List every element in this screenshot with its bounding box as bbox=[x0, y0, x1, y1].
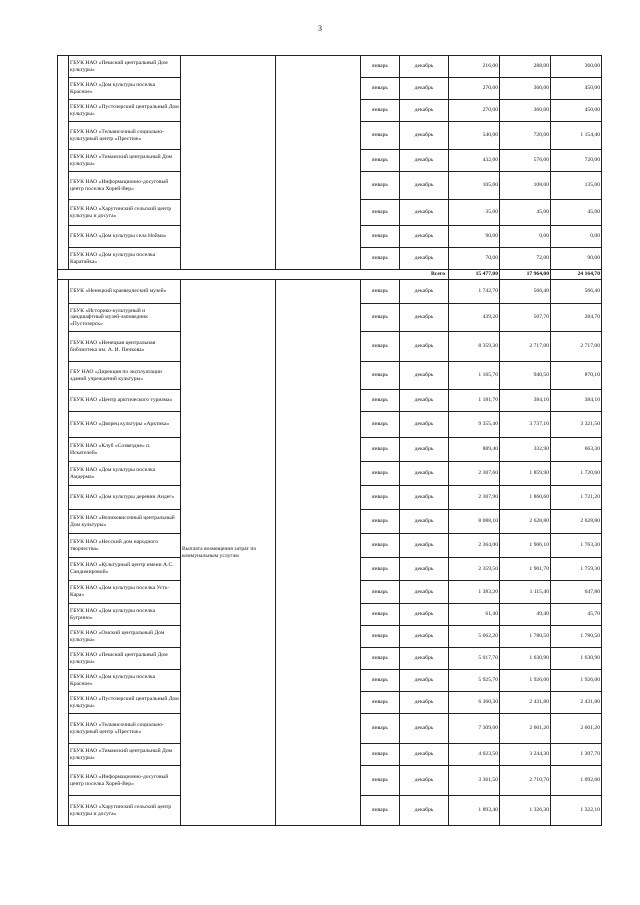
end-month: декабрь bbox=[400, 150, 449, 172]
start-month: январь bbox=[361, 390, 400, 412]
end-month: декабрь bbox=[400, 510, 449, 534]
end-month: декабрь bbox=[400, 304, 449, 332]
start-month: январь bbox=[361, 534, 400, 558]
amount-year-3: 1 630,90 bbox=[551, 648, 602, 670]
start-month: январь bbox=[361, 172, 400, 200]
organization-name: ГБУК НАО «Омский центральный Дом культуры» bbox=[69, 626, 181, 648]
amount-year-3: 135,00 bbox=[551, 172, 602, 200]
start-month: январь bbox=[361, 100, 400, 122]
amount-year-1: 432,00 bbox=[449, 150, 500, 172]
organization-name: ГБУК НАО «Тиманский центральный Дом культуры» bbox=[69, 744, 181, 766]
end-month: декабрь bbox=[400, 692, 449, 714]
amount-year-2: 2 628,80 bbox=[500, 510, 551, 534]
amount-year-2: 2 710,70 bbox=[500, 766, 551, 796]
amount-year-3: 1 322,10 bbox=[551, 796, 602, 826]
amount-year-1: 270,00 bbox=[449, 100, 500, 122]
end-month: декабрь bbox=[400, 100, 449, 122]
start-month: январь bbox=[361, 438, 400, 462]
start-month: январь bbox=[361, 56, 400, 78]
end-month: декабрь bbox=[400, 56, 449, 78]
amount-year-3: 2 431,80 bbox=[551, 692, 602, 714]
organization-name: ГБУ НАО «Дирекция по эксплуатации зданий учреждений культуры» bbox=[69, 362, 181, 390]
amount-year-1: 889,40 bbox=[449, 438, 500, 462]
amount-year-3: 284,70 bbox=[551, 304, 602, 332]
organization-name: ГБУК НАО «Харутинский сельский центр культуры и досуга» bbox=[69, 796, 181, 826]
amount-year-2: 108,00 bbox=[500, 172, 551, 200]
amount-year-1: 61,40 bbox=[449, 604, 500, 626]
amount-year-3: 360,00 bbox=[551, 56, 602, 78]
amount-year-2: 45,00 bbox=[500, 200, 551, 226]
end-month: декабрь bbox=[400, 486, 449, 510]
amount-year-1: 216,00 bbox=[449, 56, 500, 78]
amount-year-2: 1 860,60 bbox=[500, 486, 551, 510]
amount-year-3: 450,00 bbox=[551, 78, 602, 100]
end-month: декабрь bbox=[400, 248, 449, 270]
organization-name: ГБУК НАО «Дом культуры поселка Каратайка» bbox=[69, 248, 181, 270]
amount-year-3: 90,00 bbox=[551, 248, 602, 270]
end-month: декабрь bbox=[400, 558, 449, 581]
amount-year-3: 45,00 bbox=[551, 200, 602, 226]
start-month: январь bbox=[361, 670, 400, 692]
amount-year-3: 3 321,50 bbox=[551, 412, 602, 438]
amount-year-2: 288,00 bbox=[500, 56, 551, 78]
end-month: декабрь bbox=[400, 534, 449, 558]
total-year-2: 17 964,00 bbox=[500, 270, 551, 280]
amount-year-3: 2 601,20 bbox=[551, 714, 602, 744]
end-month: декабрь bbox=[400, 362, 449, 390]
organization-name: ГБУК НАО «Дом культуры поселка Красное» bbox=[69, 670, 181, 692]
amount-year-1: 2 307,90 bbox=[449, 486, 500, 510]
amount-year-3: 1 154,40 bbox=[551, 122, 602, 150]
start-month: январь bbox=[361, 362, 400, 390]
start-month: январь bbox=[361, 558, 400, 581]
organization-name: ГБУК НАО «Харутинский сельский центр культуры и досуга» bbox=[69, 200, 181, 226]
end-month: декабрь bbox=[400, 226, 449, 248]
amount-year-1: 90,00 bbox=[449, 226, 500, 248]
start-month: январь bbox=[361, 692, 400, 714]
amount-year-3: 1 780,50 bbox=[551, 626, 602, 648]
organization-name: ГБУК НАО «Информационно-досуговый центр поселка Хорей-Вер» bbox=[69, 766, 181, 796]
organization-name: ГБУК НАО «Пешский центральный Дом культуры» bbox=[69, 648, 181, 670]
amount-year-1: 439,20 bbox=[449, 304, 500, 332]
end-month: декабрь bbox=[400, 172, 449, 200]
start-month: январь bbox=[361, 510, 400, 534]
start-month: январь bbox=[361, 626, 400, 648]
amount-year-1: 5 017,70 bbox=[449, 648, 500, 670]
table-row bbox=[58, 56, 602, 78]
organization-name: ГБУК НАО «Клуб «Созвездие» п. Искателей» bbox=[69, 438, 181, 462]
total-row bbox=[58, 270, 602, 280]
amount-year-1: 1 893,40 bbox=[449, 796, 500, 826]
amount-year-2: 566,40 bbox=[500, 280, 551, 304]
amount-year-3: 384,10 bbox=[551, 390, 602, 412]
start-month: январь bbox=[361, 796, 400, 826]
amount-year-1: 3 361,50 bbox=[449, 766, 500, 796]
amount-year-2: 1 115,40 bbox=[500, 581, 551, 604]
amount-year-2: 1 906,10 bbox=[500, 534, 551, 558]
organization-name: ГБУК НАО «Дом культуры села Нойма» bbox=[69, 226, 181, 248]
amount-year-2: 3 737,10 bbox=[500, 412, 551, 438]
end-month: декабрь bbox=[400, 766, 449, 796]
organization-name: ГБУК НАО «Тельвисочный социально-культурный центр «Престиж» bbox=[69, 714, 181, 744]
total-year-3: 24 164,70 bbox=[551, 270, 602, 280]
start-month: январь bbox=[361, 226, 400, 248]
start-month: январь bbox=[361, 332, 400, 362]
start-month: январь bbox=[361, 248, 400, 270]
end-month: декабрь bbox=[400, 714, 449, 744]
amount-year-2: 3 244,30 bbox=[500, 744, 551, 766]
amount-year-2: 360,00 bbox=[500, 78, 551, 100]
end-month: декабрь bbox=[400, 796, 449, 826]
amount-year-3: 1 759,30 bbox=[551, 558, 602, 581]
blank-cell bbox=[276, 56, 361, 270]
table-row bbox=[58, 280, 602, 304]
amount-year-2: 49,40 bbox=[500, 604, 551, 626]
amount-year-3: 2 628,80 bbox=[551, 510, 602, 534]
row-number-cell bbox=[58, 280, 69, 826]
amount-year-1: 70,00 bbox=[449, 248, 500, 270]
amount-year-2: 1 859,90 bbox=[500, 462, 551, 486]
organization-name: ГБУК НАО «Тиманский центральный Дом культуры» bbox=[69, 150, 181, 172]
amount-year-2: 0,00 bbox=[500, 226, 551, 248]
amount-year-1: 8 359,30 bbox=[449, 332, 500, 362]
start-month: январь bbox=[361, 604, 400, 626]
organization-name: ГБУК НАО «Дом культуры поселка Красное» bbox=[69, 78, 181, 100]
organization-name: ГБУК НАО «Культурный центр имени А.С. Сандимировой» bbox=[69, 558, 181, 581]
end-month: декабрь bbox=[400, 462, 449, 486]
amount-year-3: 45,70 bbox=[551, 604, 602, 626]
end-month: декабрь bbox=[400, 648, 449, 670]
amount-year-2: 332,90 bbox=[500, 438, 551, 462]
amount-year-1: 1 181,70 bbox=[449, 390, 500, 412]
amount-year-2: 1 901,70 bbox=[500, 558, 551, 581]
amount-year-1: 8 088,10 bbox=[449, 510, 500, 534]
amount-year-1: 5 662,20 bbox=[449, 626, 500, 648]
organization-name: ГБУК НАО «Дом культуры деревни Андег» bbox=[69, 486, 181, 510]
amount-year-1: 4 023,50 bbox=[449, 744, 500, 766]
amount-year-3: 1 307,70 bbox=[551, 744, 602, 766]
purpose-cell: Выплата возмещения затрат по коммунальным услугам bbox=[181, 280, 276, 826]
end-month: декабрь bbox=[400, 332, 449, 362]
start-month: январь bbox=[361, 280, 400, 304]
end-month: декабрь bbox=[400, 581, 449, 604]
amount-year-2: 1 926,00 bbox=[500, 670, 551, 692]
amount-year-1: 2 364,00 bbox=[449, 534, 500, 558]
start-month: январь bbox=[361, 78, 400, 100]
start-month: январь bbox=[361, 122, 400, 150]
amount-year-1: 35,00 bbox=[449, 200, 500, 226]
funding-table bbox=[57, 55, 602, 826]
amount-year-1: 5 925,70 bbox=[449, 670, 500, 692]
organization-name: ГБУК НАО «Ненецкая центральная библиотека им. А. И. Пичкова» bbox=[69, 332, 181, 362]
start-month: январь bbox=[361, 412, 400, 438]
organization-name: ГБУК НАО «Пешский центральный Дом культуры» bbox=[69, 56, 181, 78]
amount-year-3: 2 717,00 bbox=[551, 332, 602, 362]
end-month: декабрь bbox=[400, 626, 449, 648]
total-year-1: 15 477,00 bbox=[449, 270, 500, 280]
end-month: декабрь bbox=[400, 604, 449, 626]
amount-year-2: 1 630,90 bbox=[500, 648, 551, 670]
amount-year-3: 450,00 bbox=[551, 100, 602, 122]
amount-year-2: 2 717,00 bbox=[500, 332, 551, 362]
amount-year-3: 1 720,60 bbox=[551, 462, 602, 486]
amount-year-1: 540,00 bbox=[449, 122, 500, 150]
start-month: январь bbox=[361, 714, 400, 744]
amount-year-3: 1 926,00 bbox=[551, 670, 602, 692]
amount-year-3: 0,00 bbox=[551, 226, 602, 248]
end-month: декабрь bbox=[400, 390, 449, 412]
page-number: 3 bbox=[318, 24, 322, 33]
amount-year-1: 1 383,20 bbox=[449, 581, 500, 604]
start-month: январь bbox=[361, 744, 400, 766]
amount-year-1: 2 359,50 bbox=[449, 558, 500, 581]
end-month: декабрь bbox=[400, 438, 449, 462]
amount-year-2: 507,70 bbox=[500, 304, 551, 332]
organization-name: ГБУК НАО «Несский дом народного творчества» bbox=[69, 534, 181, 558]
start-month: январь bbox=[361, 304, 400, 332]
total-label: Всего bbox=[58, 270, 449, 280]
organization-name: ГБУК НАО «Великовисочный центральный Дом культуры» bbox=[69, 510, 181, 534]
organization-name: ГБУК НАО «Пустозерский центральный Дом культуры» bbox=[69, 100, 181, 122]
blank-cell bbox=[276, 280, 361, 826]
organization-name: ГБУК НАО «Дом культуры поселка Бугрино» bbox=[69, 604, 181, 626]
amount-year-2: 576,00 bbox=[500, 150, 551, 172]
amount-year-1: 105,00 bbox=[449, 172, 500, 200]
amount-year-2: 384,10 bbox=[500, 390, 551, 412]
amount-year-2: 1 780,50 bbox=[500, 626, 551, 648]
start-month: январь bbox=[361, 648, 400, 670]
amount-year-1: 1 165,70 bbox=[449, 362, 500, 390]
amount-year-3: 663,30 bbox=[551, 438, 602, 462]
organization-name: ГБУК НАО «Дворец культуры «Арктика» bbox=[69, 412, 181, 438]
organization-name: ГБУК НАО «Информационно-досуговый центр поселка Хорей-Вер» bbox=[69, 172, 181, 200]
amount-year-3: 647,80 bbox=[551, 581, 602, 604]
organization-name: ГБУК НАО «Дом культуры поселка Амдерма» bbox=[69, 462, 181, 486]
amount-year-3: 1 763,30 bbox=[551, 534, 602, 558]
end-month: декабрь bbox=[400, 280, 449, 304]
amount-year-2: 72,00 bbox=[500, 248, 551, 270]
amount-year-2: 940,50 bbox=[500, 362, 551, 390]
start-month: январь bbox=[361, 581, 400, 604]
organization-name: ГБУК «Историко-культурный и ландшафтный музей-заповедник «Пустозерск» bbox=[69, 304, 181, 332]
amount-year-1: 7 309,00 bbox=[449, 714, 500, 744]
end-month: декабрь bbox=[400, 670, 449, 692]
end-month: декабрь bbox=[400, 122, 449, 150]
amount-year-1: 9 355,40 bbox=[449, 412, 500, 438]
end-month: декабрь bbox=[400, 412, 449, 438]
organization-name: ГБУК «Ненецкий краеведческий музей» bbox=[69, 280, 181, 304]
row-number-cell bbox=[58, 56, 69, 270]
amount-year-3: 1 092,60 bbox=[551, 766, 602, 796]
amount-year-3: 1 721,20 bbox=[551, 486, 602, 510]
organization-name: ГБУК НАО «Пустозерский центральный Дом культуры» bbox=[69, 692, 181, 714]
start-month: январь bbox=[361, 766, 400, 796]
amount-year-2: 2 431,80 bbox=[500, 692, 551, 714]
end-month: декабрь bbox=[400, 744, 449, 766]
amount-year-3: 870,10 bbox=[551, 362, 602, 390]
start-month: январь bbox=[361, 200, 400, 226]
organization-name: ГБУК НАО «Тельвисочный социально-культурный центр «Престиж» bbox=[69, 122, 181, 150]
amount-year-2: 1 326,30 bbox=[500, 796, 551, 826]
amount-year-3: 566,40 bbox=[551, 280, 602, 304]
organization-name: ГБУК НАО «Дом культуры поселка Усть-Кара» bbox=[69, 581, 181, 604]
end-month: декабрь bbox=[400, 78, 449, 100]
amount-year-1: 2 307,60 bbox=[449, 462, 500, 486]
amount-year-1: 6 360,30 bbox=[449, 692, 500, 714]
start-month: январь bbox=[361, 486, 400, 510]
organization-name: ГБУК НАО «Центр арктического туризма» bbox=[69, 390, 181, 412]
amount-year-2: 2 601,20 bbox=[500, 714, 551, 744]
amount-year-1: 270,00 bbox=[449, 78, 500, 100]
amount-year-2: 720,00 bbox=[500, 122, 551, 150]
amount-year-3: 720,00 bbox=[551, 150, 602, 172]
amount-year-1: 1 742,70 bbox=[449, 280, 500, 304]
start-month: январь bbox=[361, 150, 400, 172]
end-month: декабрь bbox=[400, 200, 449, 226]
amount-year-2: 360,00 bbox=[500, 100, 551, 122]
purpose-cell bbox=[181, 56, 276, 270]
start-month: январь bbox=[361, 462, 400, 486]
